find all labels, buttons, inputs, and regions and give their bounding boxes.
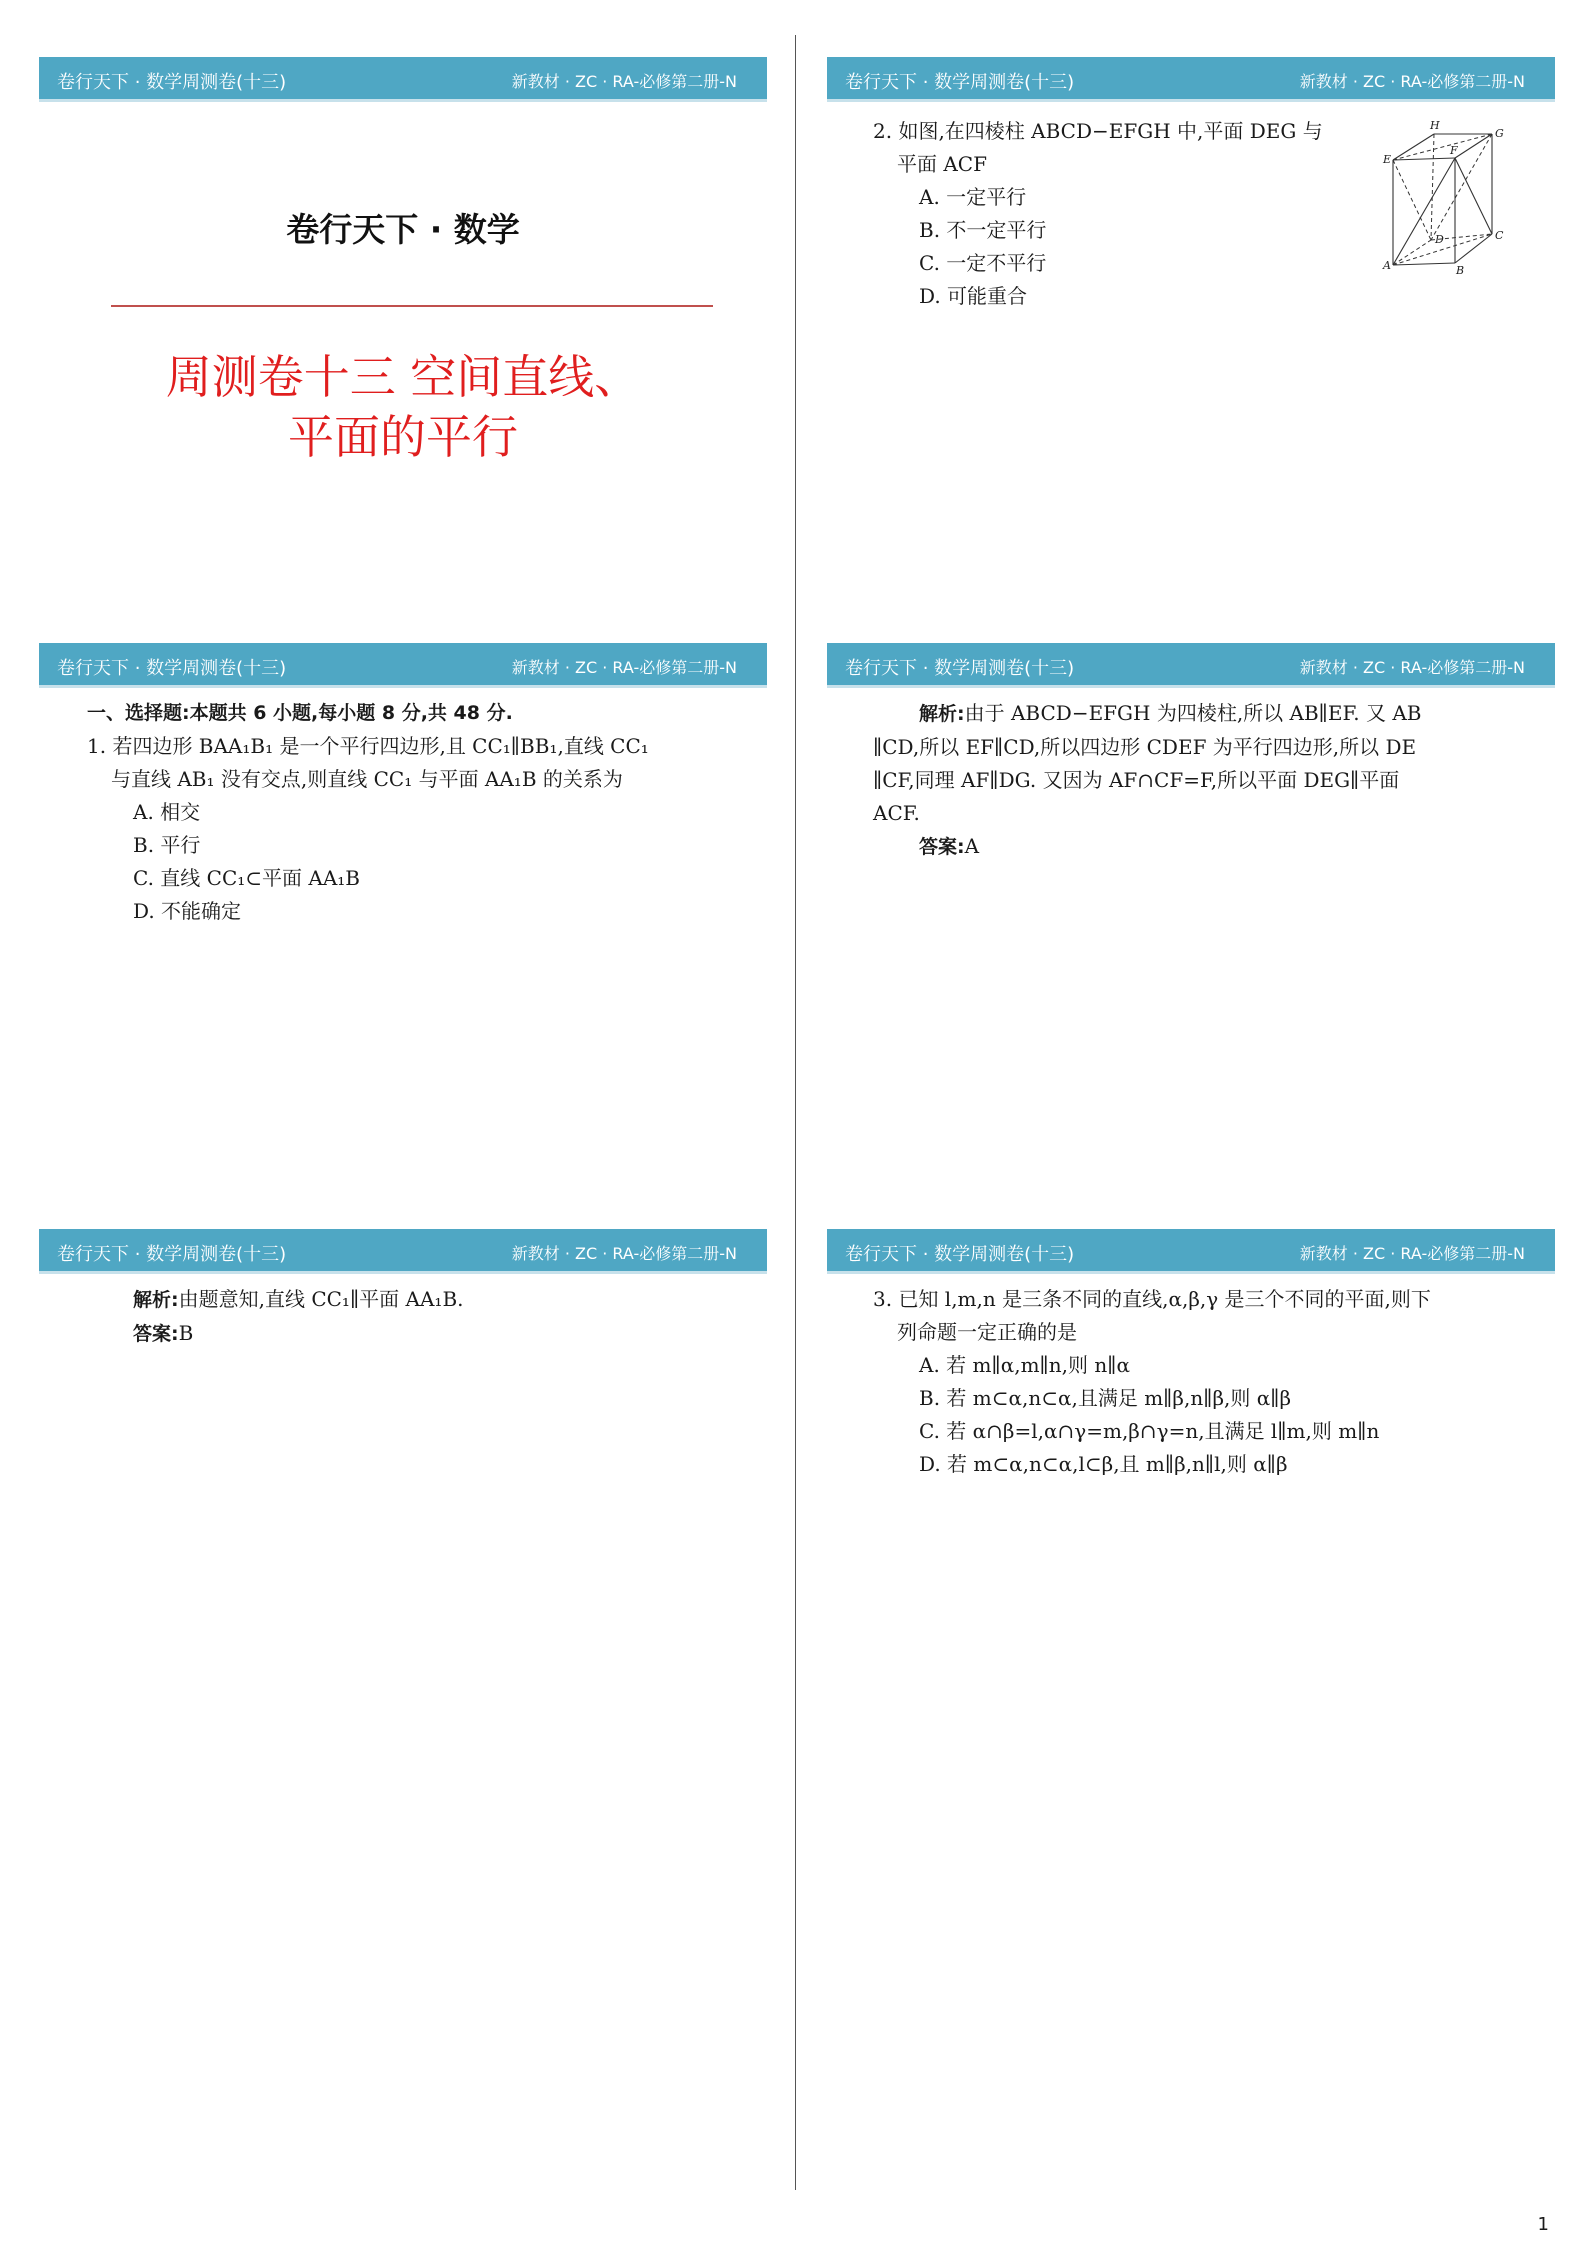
solution-line3: ∥CF,同理 AF∥DG. 又因为 AF∩CF=F,所以平面 DEG∥平面 <box>873 768 1400 792</box>
slide-cover <box>39 57 767 587</box>
slide-question-2 <box>827 57 1555 587</box>
solution-label: 解析: <box>133 1289 179 1311</box>
slide-solution-2 <box>827 643 1555 1173</box>
question-1 <box>87 697 757 928</box>
slide-header <box>827 643 1555 688</box>
solution-2 <box>873 697 1533 864</box>
header-title: 卷行天下 · 数学周测卷(十三) <box>845 658 1075 679</box>
q2-option-c: C. 一定不平行 <box>919 251 1047 275</box>
solution-line2: ∥CD,所以 EF∥CD,所以四边形 CDEF 为平行四边形,所以 DE <box>873 735 1417 759</box>
header-edition: 新教材 · ZC · RA-必修第二册-N <box>1299 658 1525 677</box>
page-number: 1 <box>1537 2214 1549 2235</box>
cover-subtitle <box>39 347 767 467</box>
slide-header <box>827 1229 1555 1274</box>
header-edition: 新教材 · ZC · RA-必修第二册-N <box>1299 72 1525 91</box>
cover-subtitle-line2: 平面的平行 <box>288 410 518 464</box>
q2-option-b: B. 不一定平行 <box>919 218 1047 242</box>
header-title: 卷行天下 · 数学周测卷(十三) <box>845 1244 1075 1265</box>
answer-label: 答案: <box>919 836 965 858</box>
fig-label-c: C <box>1495 229 1504 242</box>
header-title: 卷行天下 · 数学周测卷(十三) <box>57 72 287 93</box>
slide-header <box>39 57 767 102</box>
q1-stem-line1: 1. 若四边形 BAA₁B₁ 是一个平行四边形,且 CC₁∥BB₁,直线 CC₁ <box>87 734 649 758</box>
q3-option-b: B. 若 m⊂α,n⊂α,且满足 m∥β,n∥β,则 α∥β <box>919 1386 1292 1410</box>
cover-title: 卷行天下 · 数学 <box>286 210 520 249</box>
fig-label-h: H <box>1430 119 1440 132</box>
solution-1 <box>87 1283 747 1351</box>
solution-line4: ACF. <box>873 801 920 825</box>
q2-stem-line1: 2. 如图,在四棱柱 ABCD−EFGH 中,平面 DEG 与 <box>873 119 1323 143</box>
header-title: 卷行天下 · 数学周测卷(十三) <box>57 1244 287 1265</box>
header-title: 卷行天下 · 数学周测卷(十三) <box>845 72 1075 93</box>
fig-label-e: E <box>1383 153 1392 166</box>
prism-figure <box>1381 117 1521 277</box>
q1-option-b: B. 平行 <box>133 833 201 857</box>
fig-label-d: D <box>1435 233 1444 246</box>
cover-rule <box>111 305 713 307</box>
q1-option-c: C. 直线 CC₁⊂平面 AA₁B <box>133 866 361 890</box>
question-2 <box>873 115 1393 313</box>
q2-option-d: D. 可能重合 <box>919 284 1028 308</box>
q1-option-d: D. 不能确定 <box>133 899 242 923</box>
answer-value: A <box>964 834 980 858</box>
answer-label: 答案: <box>133 1323 179 1345</box>
fig-label-a: A <box>1383 259 1391 272</box>
solution-label: 解析: <box>919 703 965 725</box>
q1-option-a: A. 相交 <box>133 800 201 824</box>
slide-header <box>827 57 1555 102</box>
header-edition: 新教材 · ZC · RA-必修第二册-N <box>511 1244 737 1263</box>
q3-option-c: C. 若 α∩β=l,α∩γ=m,β∩γ=n,且满足 l∥m,则 m∥n <box>919 1419 1380 1443</box>
cover-subtitle-line1: 周测卷十三 空间直线、 <box>165 350 641 404</box>
question-3 <box>873 1283 1543 1481</box>
slide-solution-1 <box>39 1229 767 1759</box>
fig-label-b: B <box>1456 264 1465 277</box>
answer-value: B <box>178 1321 194 1345</box>
solution-line1: 由于 ABCD−EFGH 为四棱柱,所以 AB∥EF. 又 AB <box>964 701 1422 725</box>
q3-stem-line2: 列命题一定正确的是 <box>897 1320 1077 1344</box>
q3-option-a: A. 若 m∥α,m∥n,则 n∥α <box>919 1353 1131 1377</box>
q3-stem-line1: 3. 已知 l,m,n 是三条不同的直线,α,β,γ 是三个不同的平面,则下 <box>873 1287 1431 1311</box>
fig-label-g: G <box>1495 127 1504 140</box>
solution-text: 由题意知,直线 CC₁∥平面 AA₁B. <box>178 1287 464 1311</box>
slide-header <box>39 643 767 688</box>
header-edition: 新教材 · ZC · RA-必修第二册-N <box>511 658 737 677</box>
q2-stem-line2: 平面 ACF <box>897 152 987 176</box>
header-title: 卷行天下 · 数学周测卷(十三) <box>57 658 287 679</box>
slide-question-3 <box>827 1229 1555 1759</box>
header-edition: 新教材 · ZC · RA-必修第二册-N <box>1299 1244 1525 1263</box>
q1-stem-line2: 与直线 AB₁ 没有交点,则直线 CC₁ 与平面 AA₁B 的关系为 <box>111 767 623 791</box>
q3-option-d: D. 若 m⊂α,n⊂α,l⊂β,且 m∥β,n∥l,则 α∥β <box>919 1452 1288 1476</box>
header-edition: 新教材 · ZC · RA-必修第二册-N <box>511 72 737 91</box>
q2-option-a: A. 一定平行 <box>919 185 1027 209</box>
slide-header <box>39 1229 767 1274</box>
fig-label-f: F <box>1450 144 1458 157</box>
section-heading: 一、选择题:本题共 6 小题,每小题 8 分,共 48 分. <box>87 702 513 724</box>
column-divider <box>795 35 796 2190</box>
slide-question-1 <box>39 643 767 1173</box>
